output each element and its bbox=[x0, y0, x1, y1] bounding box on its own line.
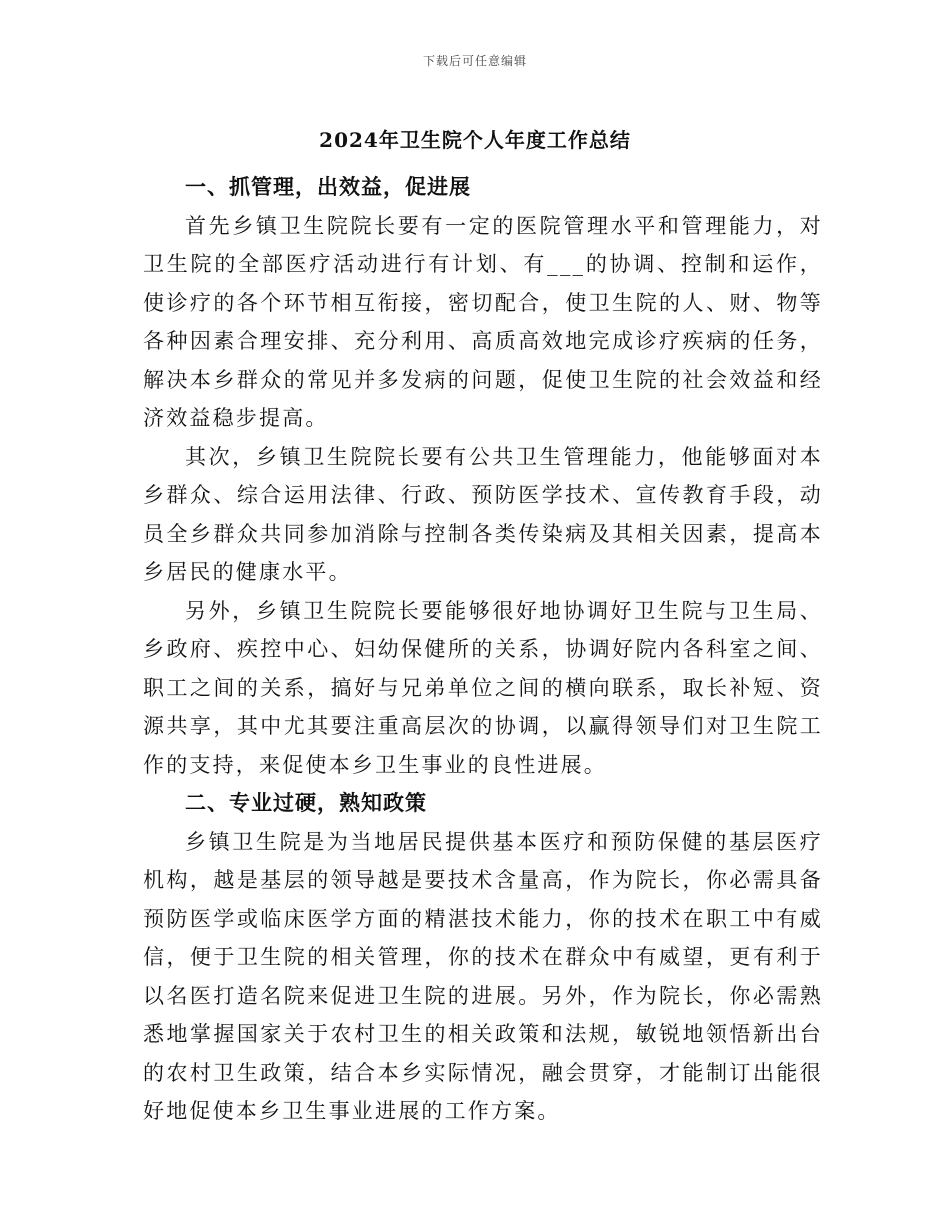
section-1 bbox=[143, 168, 823, 784]
document-body bbox=[143, 168, 823, 1131]
section-heading: 二、专业过硬，熟知政策 bbox=[185, 790, 427, 815]
header-note: 下载后可任意编辑 bbox=[422, 54, 527, 68]
paragraph: 其次，乡镇卫生院院长要有公共卫生管理能力，他能够面对本乡群众、综合运用法律、行政、预防医学技术、宣传教育手段，动员全乡群众共同参加消除与控制各类传染病及其相关因素，提高本乡居民的健康水平。 bbox=[143, 444, 823, 584]
section-2 bbox=[143, 784, 823, 1131]
paragraph: 首先乡镇卫生院院长要有一定的医院管理水平和管理能力，对卫生院的全部医疗活动进行有计划、有___的协调、控制和运作，使诊疗的各个环节相互衔接，密切配合，使卫生院的人、财、物等各种因素合理安排、充分利用、高质高效地完成诊疗疾病的任务，解决本乡群众的常见并多发病的问题，促使卫生院的社会效益和经济效益稳步提高。 bbox=[143, 213, 823, 430]
paragraph: 乡镇卫生院是为当地居民提供基本医疗和预防保健的基层医疗机构，越是基层的领导越是要技术含量高，作为院长，你必需具备预防医学或临床医学方面的精湛技术能力，你的技术在职工中有威信，便于卫生院的相关管理，你的技术在群众中有威望，更有利于以名医打造名院来促进卫生院的进展。另外，作为院长，你必需熟悉地掌握国家关于农村卫生的相关政策和法规，敏锐地领悟新出台的农村卫生政策，结合本乡实际情况，融会贯穿，才能制订出能很好地促使本乡卫生事业进展的工作方案。 bbox=[143, 829, 823, 1123]
document-title: 2024年卫生院个人年度工作总结 bbox=[319, 128, 631, 152]
section-heading: 一、抓管理，出效益，促进展 bbox=[185, 174, 471, 199]
paragraph: 另外，乡镇卫生院院长要能够很好地协调好卫生院与卫生局、乡政府、疾控中心、妇幼保健所的关系，协调好院内各科室之间、职工之间的关系，搞好与兄弟单位之间的横向联系，取长补短、资源共享，其中尤其要注重高层次的协调，以赢得领导们对卫生院工作的支持，来促使本乡卫生事业的良性进展。 bbox=[143, 598, 823, 777]
